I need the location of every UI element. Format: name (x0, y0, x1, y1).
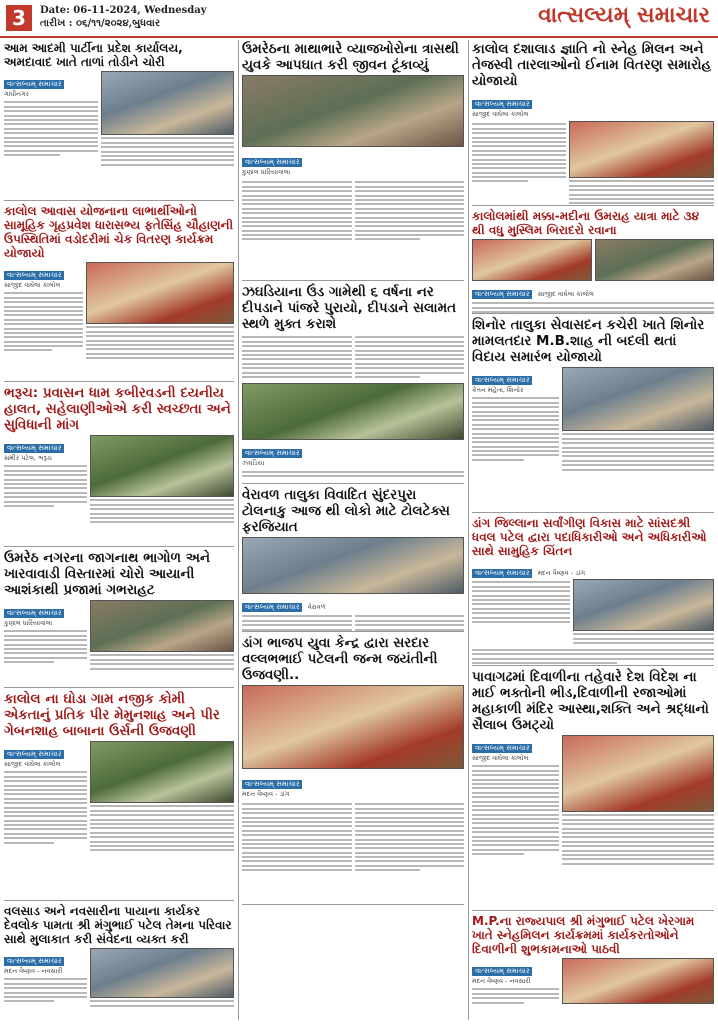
article-dateline: ગાંધીનગર (4, 90, 30, 98)
article-headline: કાલોલ ના ઘોડા ગામ નજીક કોમી એકતાનું પ્રતિક પીર મેમુનશાહ અને પીર ગેબનશાહ બાબાના ઉર્સની ઉજવણી (4, 691, 220, 739)
article-photo (242, 75, 464, 147)
date-line (40, 4, 207, 30)
article-jhagadia-leopard (242, 283, 464, 484)
article-umreth-suicide (242, 40, 464, 281)
article-byline: વાત્સલ્યમ્ સમાચાર (4, 750, 64, 759)
article-mangubhai-khergam (472, 913, 714, 1021)
article-photo (595, 239, 715, 281)
article-photo (562, 735, 714, 812)
article-photo (562, 958, 714, 1004)
article-pavagadh-devotees (472, 668, 714, 911)
article-kalol-pir-urs (4, 690, 234, 901)
article-byline: વાત્સલ્યમ્ સમાચાર (242, 158, 302, 167)
article-dateline: સાજીદ વાઘેલા કાલોલ (4, 281, 61, 289)
article-byline: વાત્સલ્યમ્ સમાચાર (242, 780, 302, 789)
article-bharuch-kabirvad (4, 384, 234, 547)
article-byline: વાત્સલ્યમ્ સમાચાર (242, 603, 302, 612)
article-photo (90, 741, 234, 803)
article-headline: M.P.ના રાજ્યપાલ શ્રી મંગુભાઈ પટેલ ખેરગામ ખાતે સ્નેહમિલન કાર્યક્રમમાં કાર્યકરતોઓને દિવાળીની શુભકામનાઓ પાઠવી (472, 914, 695, 956)
article-byline: વાત્સલ્યમ્ સમાચાર (4, 444, 64, 453)
article-dateline: કુણાલ ધારિયાવાલા (4, 619, 53, 627)
article-photo (90, 435, 234, 497)
article-dateline: સાજીદ વાઘેલા કાલોલ (537, 290, 594, 298)
article-byline: વાત્સલ્યમ્ સમાચાર (472, 376, 532, 385)
article-kalol-housing-scheme (4, 203, 234, 382)
article-dateline: વેરાવળ (307, 603, 326, 611)
article-dang-bjp-sardar-jayanti (242, 634, 464, 905)
article-headline: ડાંગ જિલ્લાના સર્વાંગીણ વિકાસ માટે સાંસદશ્રી ધવલ પટેલ દ્વારા પદાધિકારીઓ અને અધિકારીઓ સાથે સામુહિક ચિંતન (472, 516, 707, 558)
article-headline: વેરાવળ તાલુકા વિવાદિત સુંદરપુરા ટોલનાકુ આજ થી લોકો માટે ટોલટેક્સ ફરજિયાત (242, 487, 450, 535)
article-photo (562, 367, 714, 431)
article-shinor-farewell (472, 316, 714, 513)
article-byline: વાત્સલ્યમ્ સમાચાર (4, 271, 64, 280)
article-photo (86, 262, 234, 324)
article-dateline: સમીર પટેલ, ભરૂચ (4, 454, 53, 462)
article-byline: વાત્સલ્યમ્ સમાચાર (242, 449, 302, 458)
article-photo (90, 600, 234, 652)
masthead (0, 0, 718, 38)
article-dateline: મદન વૈષ્ણવ - ડાંગ (537, 569, 586, 577)
article-byline: વાત્સલ્યમ્ સમાચાર (472, 100, 532, 109)
article-dateline: મદન વૈષ્ણવ - નવસારી (472, 977, 531, 985)
article-mangubhai-condolence (4, 903, 234, 1021)
article-byline: વાત્સલ્યમ્ સમાચાર (4, 957, 64, 966)
article-photo (242, 383, 464, 440)
article-photo (472, 239, 592, 281)
article-photo (569, 121, 714, 178)
date-gujarati: તારીખ : ૦૬/૧૧/૨૦૨૪,બુધવાર (40, 18, 161, 29)
article-byline: વાત્સલ્યમ્ સમાચાર (4, 609, 64, 618)
article-dateline: મદન વૈષ્ણવ - નવસારી (4, 967, 63, 975)
article-headline: કાલોલ દશાલાડ જ્ઞાતિ નો સ્નેહ મિલન અને તેજસ્વી તારલાઓનો ઈનામ વિતરણ સમારોહ યોજાયો (472, 41, 712, 89)
article-byline: વાત્સલ્યમ્ સમાચાર (472, 290, 532, 299)
article-photo (242, 537, 464, 594)
article-headline: કાલોલમાંથી મક્કા-મદીના ઉમરાહ યાત્રા માટે ૩૪ થી વધુ મુસ્લિમ બિરાદરો રવાના (472, 209, 700, 237)
article-headline: કાલોલ આવાસ યોજનાના લાભાર્થીઓનો સામૂહિક ગૃહપ્રવેશ ધારાસભ્ય ફતેસિંહ ચૌહાણની ઉપસ્થિતિમાં વડોદરીમાં ચેક વિતરણ કાર્યક્રમ યોજાયો (4, 204, 234, 260)
article-kalol-dashalad-event (472, 40, 714, 206)
article-headline: આમ આદમી પાર્ટીના પ્રદેશ કાર્યાલય, અમદાવાદ ખાતે તાળાં તોડીને ચોરી (4, 41, 183, 69)
article-byline: વાત્સલ્યમ્ સમાચાર (4, 80, 64, 89)
article-headline: ઝઘડિયાના ઉંડ ગામેથી ૬ વર્ષના નર દીપડાને પાંજરે પુરાયો, દીપડાને સલામત સ્થળે મુક્ત કરાશે (242, 284, 457, 332)
article-dateline: મદન વૈષ્ણવ - ડાંગ (242, 790, 290, 798)
article-dateline: સાજીદ વાઘેલા કાલોલ (472, 110, 529, 118)
article-headline: ઉમરેઠ નગરના જાગનાથ ભાગોળ અને ખારવાવાડી વિસ્તારમાં ચોરો આયાની આશંકાથી પ્રજામાં ગભરાહટ (4, 550, 211, 598)
newspaper-brand: વાત્સલ્યમ્ સમાચાર (538, 2, 710, 28)
article-veraval-tollgate (242, 486, 464, 632)
article-dateline: સાજીદ વાઘેલા કાલોલ (4, 760, 61, 768)
article-photo (242, 685, 464, 769)
article-headline: ડાંગ ભાજપ યુવા કેન્દ્ર દ્વારા સરદાર વલ્લભભાઈ પટેલની જન્મ જયંતીની ઉજવણી.. (242, 635, 438, 683)
article-byline: વાત્સલ્યમ્ સમાચાર (472, 967, 532, 976)
article-byline: વાત્સલ્યમ્ સમાચાર (472, 569, 532, 578)
article-headline: વલસાડ અને નવસારીના પાયાના કાર્યકર દેવલોક પામતા શ્રી મંગુભાઈ પટેલ તેમના પરિવાર સાથે મુલાકાત કરી સંવેદના વ્યક્ત કરી (4, 904, 232, 946)
article-headline: ઉમરેઠના માથાભારે વ્યાજખોરોના ત્રાસથી યુવકે આપઘાત કરી જીવન ટૂંકાવ્યું (242, 41, 459, 73)
article-dateline: કુણાલ ધારિયાવાલા (242, 168, 291, 176)
article-headline: પાવાગઢમાં દિવાળીના તહેવારે દેશ વિદેશ ના માઈ ભક્તોની ભીડ,દિવાળીની રજાઓમાં મહાકાળી મંદિર આસ્થા,શક્તિ અને શ્રદ્ધાનો સૈલાબ ઉમટ્યો (472, 669, 709, 733)
article-byline: વાત્સલ્યમ્ સમાચાર (472, 744, 532, 753)
article-umreth-theft-fear (4, 549, 234, 688)
article-photo (101, 71, 234, 135)
column-divider (238, 40, 239, 1020)
article-aap-office-theft (4, 40, 234, 201)
article-dateline: સાજીદ વાઘેલા કાલોલ (472, 754, 529, 762)
page-number: 3 (6, 5, 32, 31)
article-headline: ભરૂચ: પ્રવાસન ધામ કબીરવડની દયનીય હાલત, સહેલાણીઓએ કરી સ્વચ્છતા અને સુવિધાની માંગ (4, 385, 231, 433)
article-dang-development (472, 515, 714, 666)
date-english: Date: 06-11-2024, Wednesday (40, 5, 207, 16)
article-kalol-umrah-pilgrims (472, 208, 714, 314)
column-divider (468, 40, 469, 1020)
article-dateline: કેતન મહેતા, શિનોર (472, 386, 524, 394)
article-photo (573, 579, 714, 631)
article-dateline: ઝઘડિયા (242, 459, 265, 468)
article-headline: શિનોર તાલુકા સેવાસદન કચેરી ખાતે શિનોર મામલતદાર M.B.શાહ ની બદલી થતાં વિદાય સમારંભ યોજાયો (472, 317, 705, 365)
article-photo (90, 948, 234, 998)
